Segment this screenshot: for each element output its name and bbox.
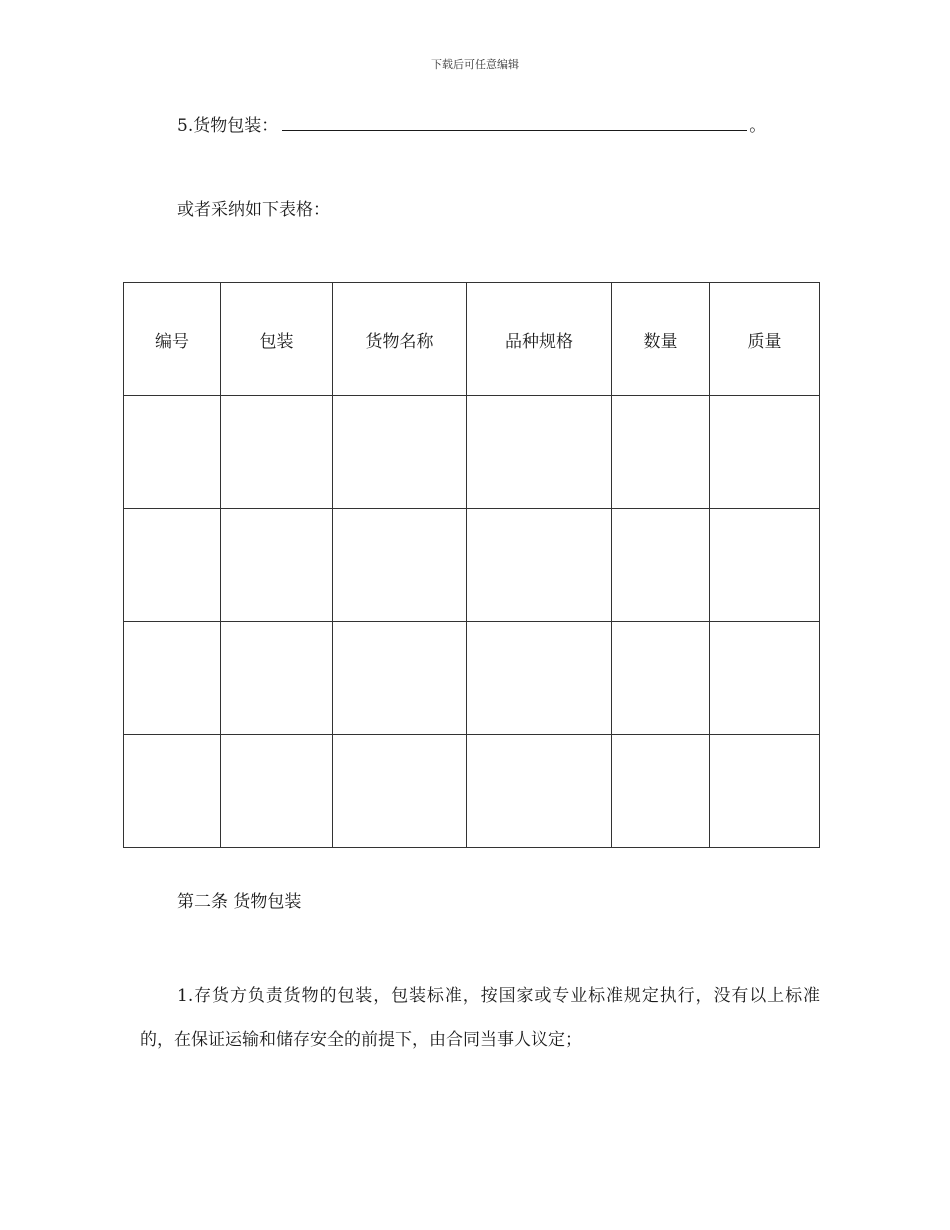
table-header-row (124, 283, 820, 396)
table-cell[interactable] (612, 622, 710, 735)
header-cell-quality: 质量 (710, 283, 820, 396)
table-cell[interactable] (710, 622, 820, 735)
table-row (124, 396, 820, 509)
header-cell-quantity: 数量 (612, 283, 710, 396)
table-cell[interactable] (467, 735, 612, 848)
table-intro-text: 或者采纳如下表格： (177, 200, 330, 220)
table-row (124, 509, 820, 622)
table-cell[interactable] (221, 735, 333, 848)
goods-table (123, 282, 820, 848)
table-cell[interactable] (124, 622, 221, 735)
article-title: 第二条 货物包装 (177, 892, 302, 912)
table-cell[interactable] (467, 622, 612, 735)
packaging-label: 5.货物包装： (177, 116, 279, 136)
packaging-item (177, 112, 766, 139)
table-cell[interactable] (612, 735, 710, 848)
packaging-blank-field[interactable] (282, 112, 747, 131)
table-cell[interactable] (612, 396, 710, 509)
table-cell[interactable] (221, 396, 333, 509)
packaging-end-mark: 。 (749, 116, 767, 136)
table-cell[interactable] (467, 396, 612, 509)
table-row (124, 622, 820, 735)
table-cell[interactable] (612, 509, 710, 622)
table-row (124, 735, 820, 848)
table-cell[interactable] (124, 396, 221, 509)
header-cell-packaging: 包装 (221, 283, 333, 396)
table-cell[interactable] (710, 396, 820, 509)
table-cell[interactable] (221, 509, 333, 622)
table-cell[interactable] (710, 509, 820, 622)
table-cell[interactable] (467, 509, 612, 622)
table-cell[interactable] (333, 509, 467, 622)
table-cell[interactable] (124, 735, 221, 848)
table-cell[interactable] (333, 735, 467, 848)
header-cell-number: 编号 (124, 283, 221, 396)
header-cell-goods-name: 货物名称 (333, 283, 467, 396)
article-paragraph: 1.存货方负责货物的包装，包装标准，按国家或专业标准规定执行，没有以上标准的，在保证运输和储存安全的前提下，由合同当事人议定； (140, 986, 820, 1050)
table-cell[interactable] (124, 509, 221, 622)
table-cell[interactable] (333, 396, 467, 509)
table-cell[interactable] (710, 735, 820, 848)
header-note: 下载后可任意编辑 (431, 58, 519, 71)
header-cell-variety-spec: 品种规格 (467, 283, 612, 396)
table-cell[interactable] (333, 622, 467, 735)
table-cell[interactable] (221, 622, 333, 735)
